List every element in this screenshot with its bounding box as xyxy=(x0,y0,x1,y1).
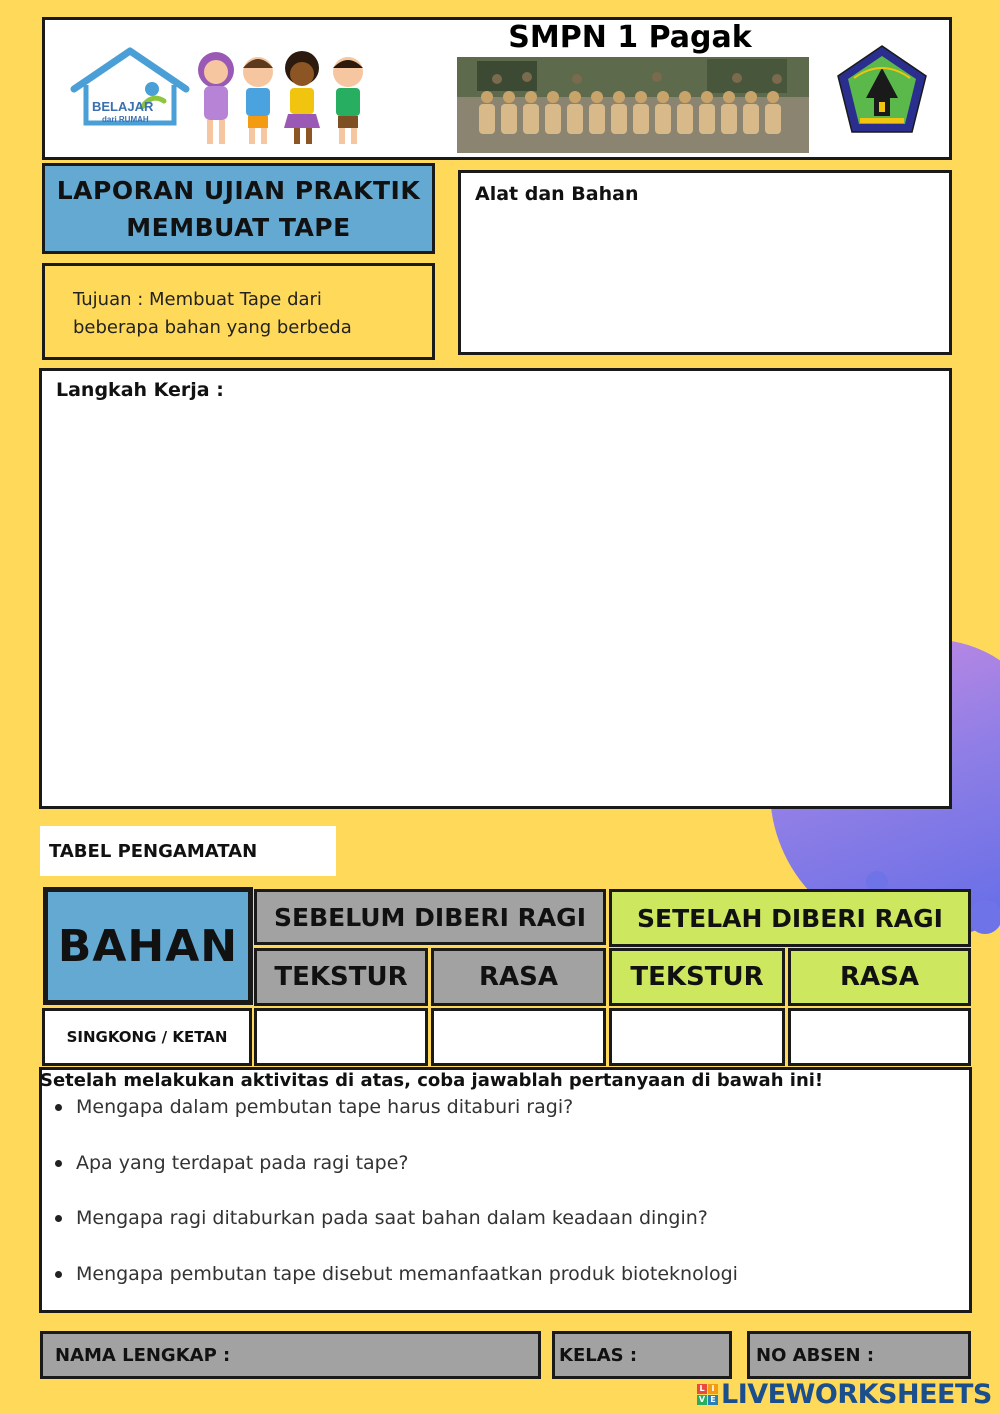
school-name: SMPN 1 Pagak xyxy=(508,20,752,55)
setelah-tekstur-header: TEKSTUR xyxy=(609,948,785,1006)
kelas-field[interactable]: KELAS : xyxy=(552,1331,732,1379)
bahan-header: BAHAN xyxy=(43,887,253,1005)
alat-bahan-box[interactable] xyxy=(458,170,952,355)
liveworksheets-brand[interactable] xyxy=(697,1378,992,1410)
report-title-line1: LAPORAN UJIAN PRAKTIK xyxy=(56,175,421,205)
logo-letter: E xyxy=(708,1395,718,1405)
sebelum-header: SEBELUM DIBERI RAGI xyxy=(254,889,606,945)
tujuan-box xyxy=(42,263,435,360)
tabel-pengamatan-label: TABEL PENGAMATAN xyxy=(40,826,336,876)
group-photo xyxy=(457,57,809,153)
decorative-dot xyxy=(968,900,1000,934)
sebelum-tekstur-header: TEKSTUR xyxy=(254,948,428,1006)
answer-cell-sebelum-tekstur[interactable] xyxy=(254,1008,428,1066)
questions-box xyxy=(39,1067,972,1313)
question-item: Mengapa ragi ditaburkan pada saat bahan dalam keadaan dingin? xyxy=(52,1205,738,1261)
logo-subtext: dari RUMAH xyxy=(102,115,149,124)
liveworksheets-logo-icon xyxy=(697,1384,718,1405)
langkah-kerja-box[interactable] xyxy=(39,368,952,809)
setelah-rasa-header: RASA xyxy=(788,948,971,1006)
answer-cell-setelah-rasa[interactable] xyxy=(788,1008,971,1066)
report-title-line2: MEMBUAT TAPE xyxy=(126,212,351,242)
no-absen-field[interactable]: NO ABSEN : xyxy=(747,1331,971,1379)
belajar-dari-rumah-logo xyxy=(68,45,192,130)
langkah-kerja-label: Langkah Kerja : xyxy=(56,379,224,401)
questions-list xyxy=(52,1094,738,1316)
logo-letter: V xyxy=(698,1394,706,1404)
answer-cell-sebelum-rasa[interactable] xyxy=(431,1008,606,1066)
alat-bahan-label: Alat dan Bahan xyxy=(475,183,639,205)
answer-cell-setelah-tekstur[interactable] xyxy=(609,1008,785,1066)
report-title xyxy=(57,172,420,246)
children-illustration xyxy=(192,48,382,148)
liveworksheets-wordmark: LIVEWORKSHEETS xyxy=(721,1378,992,1410)
setelah-header: SETELAH DIBERI RAGI xyxy=(609,889,971,947)
nama-lengkap-field[interactable]: NAMA LENGKAP : xyxy=(40,1331,541,1379)
logo-text: BELAJAR xyxy=(92,99,154,114)
row-label-singkong-ketan: SINGKONG / KETAN xyxy=(42,1008,252,1066)
logo-letter: L xyxy=(697,1384,707,1394)
question-item: Apa yang terdapat pada ragi tape? xyxy=(52,1150,738,1206)
school-emblem xyxy=(834,42,930,138)
kid-blue-shirt xyxy=(243,57,273,144)
question-item: Mengapa pembutan tape disebut memanfaatkan produk bioteknologi xyxy=(52,1261,738,1317)
kid-green-shirt xyxy=(333,57,363,144)
report-title-box xyxy=(42,163,435,254)
kid-hijab xyxy=(198,52,234,144)
question-item: Mengapa dalam pembutan tape harus ditaburi ragi? xyxy=(52,1094,738,1150)
logo-letter: I xyxy=(708,1384,718,1394)
tujuan-text: Tujuan : Membuat Tape dari beberapa bahan yang berbeda xyxy=(73,289,352,338)
questions-intro: Setelah melakukan aktivitas di atas, coba jawablah pertanyaan di bawah ini! xyxy=(40,1070,824,1091)
kid-curly-hair xyxy=(284,51,320,144)
sebelum-rasa-header: RASA xyxy=(431,948,606,1006)
